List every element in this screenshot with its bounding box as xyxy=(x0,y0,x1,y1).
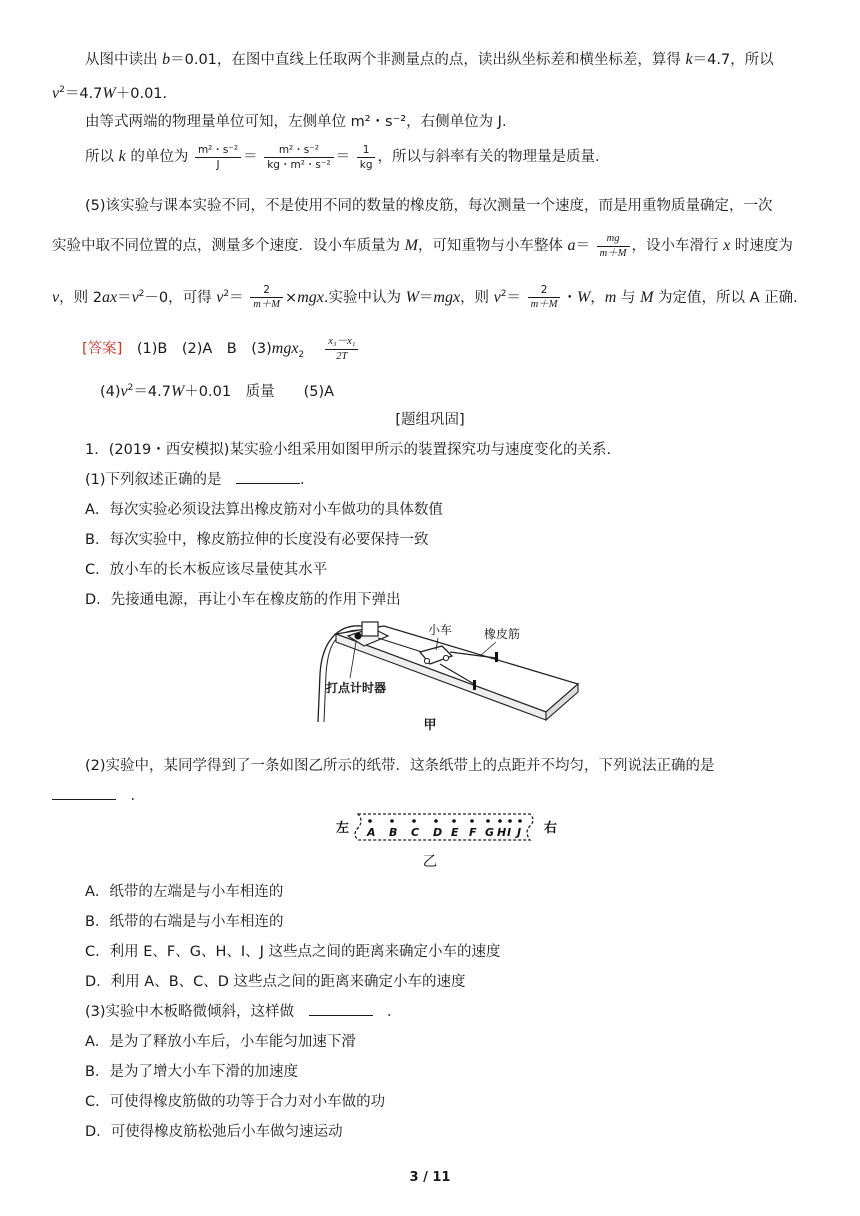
fraction-acceleration: $\frac{mg}{m+M}$ xyxy=(597,232,630,261)
option-3c: C．可使得橡皮筋做的功等于合力对小车做的功 xyxy=(85,1094,386,1110)
tape-left-label: 左 xyxy=(336,821,350,836)
cart-wheel-2 xyxy=(443,655,448,660)
option-2b: B．纸带的右端是与小车相连的 xyxy=(85,914,284,930)
tape-point-label-F: F xyxy=(469,826,477,839)
ticker-timer xyxy=(362,622,378,636)
figure-caption-2: 乙 xyxy=(422,854,438,870)
tape-dot-H xyxy=(498,819,502,823)
cart-wheel-1 xyxy=(424,658,429,663)
unit-derivation: 所以 k 的单位为 $\frac{\text{m²・s⁻²}}{J}$ ＝ $\frac{\text{m²・s⁻²}}{\text{kg・m²・s⁻²}}$ ＝ $\frac{1}{kg}$ ，所以与斜率有关的物理量是质量. xyxy=(85,143,600,171)
nail-1 xyxy=(495,652,498,662)
option-1a: A．每次实验必须设法算出橡皮筋对小车做功的具体数值 xyxy=(85,502,443,518)
label-timer: 打点计时器 xyxy=(326,681,387,695)
fraction-unit-2: $\frac{\text{m²・s⁻²}}{\text{kg・m²・s⁻²}}$ xyxy=(264,143,333,172)
label-car: 小车 xyxy=(428,623,453,637)
option-2a: A．纸带的左端是与小车相连的 xyxy=(85,884,284,900)
fraction-answer: $\frac{\text{x₃－x₁}}{2T}$ xyxy=(325,335,358,364)
tape-right-label: 右 xyxy=(544,821,558,836)
figure-caption-1: 甲 xyxy=(423,718,437,733)
timer-dot xyxy=(355,633,362,640)
part5-line-1: (5)该实验与课本实验不同，不是使用不同的数量的橡皮筋，每次测量一个速度，而是用重物质量确定，一次 xyxy=(85,198,773,214)
question-1-stem: 1．(2019・西安模拟)某实验小组采用如图甲所示的装置探究功与速度变化的关系. xyxy=(85,442,612,458)
page-number: 3 / 11 xyxy=(409,1170,451,1185)
label-band: 橡皮筋 xyxy=(484,627,521,641)
option-2c: C．利用 E、F、G、H、I、J 这些点之间的距离来确定小车的速度 xyxy=(85,944,501,960)
tape-dot-F xyxy=(470,819,474,823)
answer-line-1: [答案] (1)B (2)A B (3)mgx$_2$ $\frac{\text{x₃－x₁}}{2T}$ xyxy=(82,332,360,372)
option-1c: C．放小车的长木板应该尽量使其水平 xyxy=(85,562,328,578)
question-1-sub1: (1)下列叙述正确的是 ． xyxy=(85,472,315,488)
unit-explanation: 由等式两端的物理量单位可知，左侧单位 m²・s⁻²，右侧单位为 J. xyxy=(85,114,507,130)
part5-line-3: v，则 $2ax=v^2-0$，可得 $v^2=$ $\frac{2}{m+M}$ ×mgx.实验中认为 W＝mgx，则 $v^2=$ $\frac{2}{m+M}$ ・W，m 与 M 为定值，所以 A 正确. xyxy=(52,284,798,311)
tape-dot-D xyxy=(434,819,438,823)
tape-dot-B xyxy=(390,819,394,823)
question-2-blank-line: ． xyxy=(52,786,145,806)
tape-point-label-B: B xyxy=(389,826,398,839)
tape-dot-A xyxy=(368,819,372,823)
tape-point-label-C: C xyxy=(411,826,420,839)
tape-point-label-D: D xyxy=(433,826,443,839)
tape-dot-C xyxy=(412,819,416,823)
solution-line-1: 从图中读出 b＝0.01，在图中直线上任取两个非测量点的点，读出纵坐标差和横坐标差，算得 k＝4.7，所以 xyxy=(85,51,774,68)
fraction-v2-a: $\frac{2}{m+M}$ xyxy=(250,283,283,312)
answer-blank-1[interactable] xyxy=(236,471,300,484)
option-1d: D．先接通电源，再让小车在橡皮筋的作用下弹出 xyxy=(85,592,401,608)
option-3a: A．是为了释放小车后，小车能匀加速下滑 xyxy=(85,1034,356,1050)
tape-point-label-A: A xyxy=(367,826,376,839)
part5-line-2: 实验中取不同位置的点，测量多个速度．设小车质量为 M，可知重物与小车整体 a＝ $\frac{mg}{m+M}$ ，设小车滑行 x 时速度为 xyxy=(52,232,793,259)
option-2d: D．利用 A、B、C、D 这些点之间的距离来确定小车的速度 xyxy=(85,974,466,990)
question-2-stem: (2)实验中，某同学得到了一条如图乙所示的纸带．这条纸带上的点距并不均匀，下列说法正确的是 xyxy=(85,758,715,774)
tape-dot-I xyxy=(508,819,512,823)
nail-2 xyxy=(473,680,476,690)
section-title: [题组巩固] xyxy=(395,412,465,428)
option-3b: B．是为了增大小车下滑的加速度 xyxy=(85,1064,298,1080)
tape-point-label-E: E xyxy=(451,826,459,839)
fraction-unit-1: $\frac{\text{m²・s⁻²}}{J}$ xyxy=(195,143,241,172)
tape-point-label-H: H xyxy=(497,826,507,839)
tape-point-label-I: I xyxy=(507,826,512,839)
answer-line-2: $(4)v^2=4.7W+0.01$ 质量 (5)A xyxy=(100,382,335,400)
answer-blank-2[interactable] xyxy=(52,787,116,800)
option-3d: D．可使得橡皮筋松弛后小车做匀速运动 xyxy=(85,1124,343,1140)
option-1b: B．每次实验中，橡皮筋拉伸的长度没有必要保持一致 xyxy=(85,532,429,548)
tape-point-label-J: J xyxy=(517,826,522,839)
fraction-unit-3: $\frac{1}{kg}$ xyxy=(357,143,376,172)
leader-band xyxy=(480,642,496,656)
answer-tag: [答案] xyxy=(82,341,123,357)
tape-dot-J xyxy=(518,819,522,823)
fraction-v2-b: $\frac{2}{m+M}$ xyxy=(528,283,561,312)
tape-dot-E xyxy=(452,819,456,823)
answer-blank-3[interactable] xyxy=(309,1003,373,1016)
question-3-stem: (3)实验中木板略微倾斜，这样做 ． xyxy=(85,1004,402,1020)
tape-point-label-G: G xyxy=(485,826,495,839)
tape-dot-G xyxy=(486,819,490,823)
paper-tape-figure xyxy=(330,808,580,848)
solution-line-2: $v^2=4.7W+0.01$. xyxy=(52,84,168,102)
